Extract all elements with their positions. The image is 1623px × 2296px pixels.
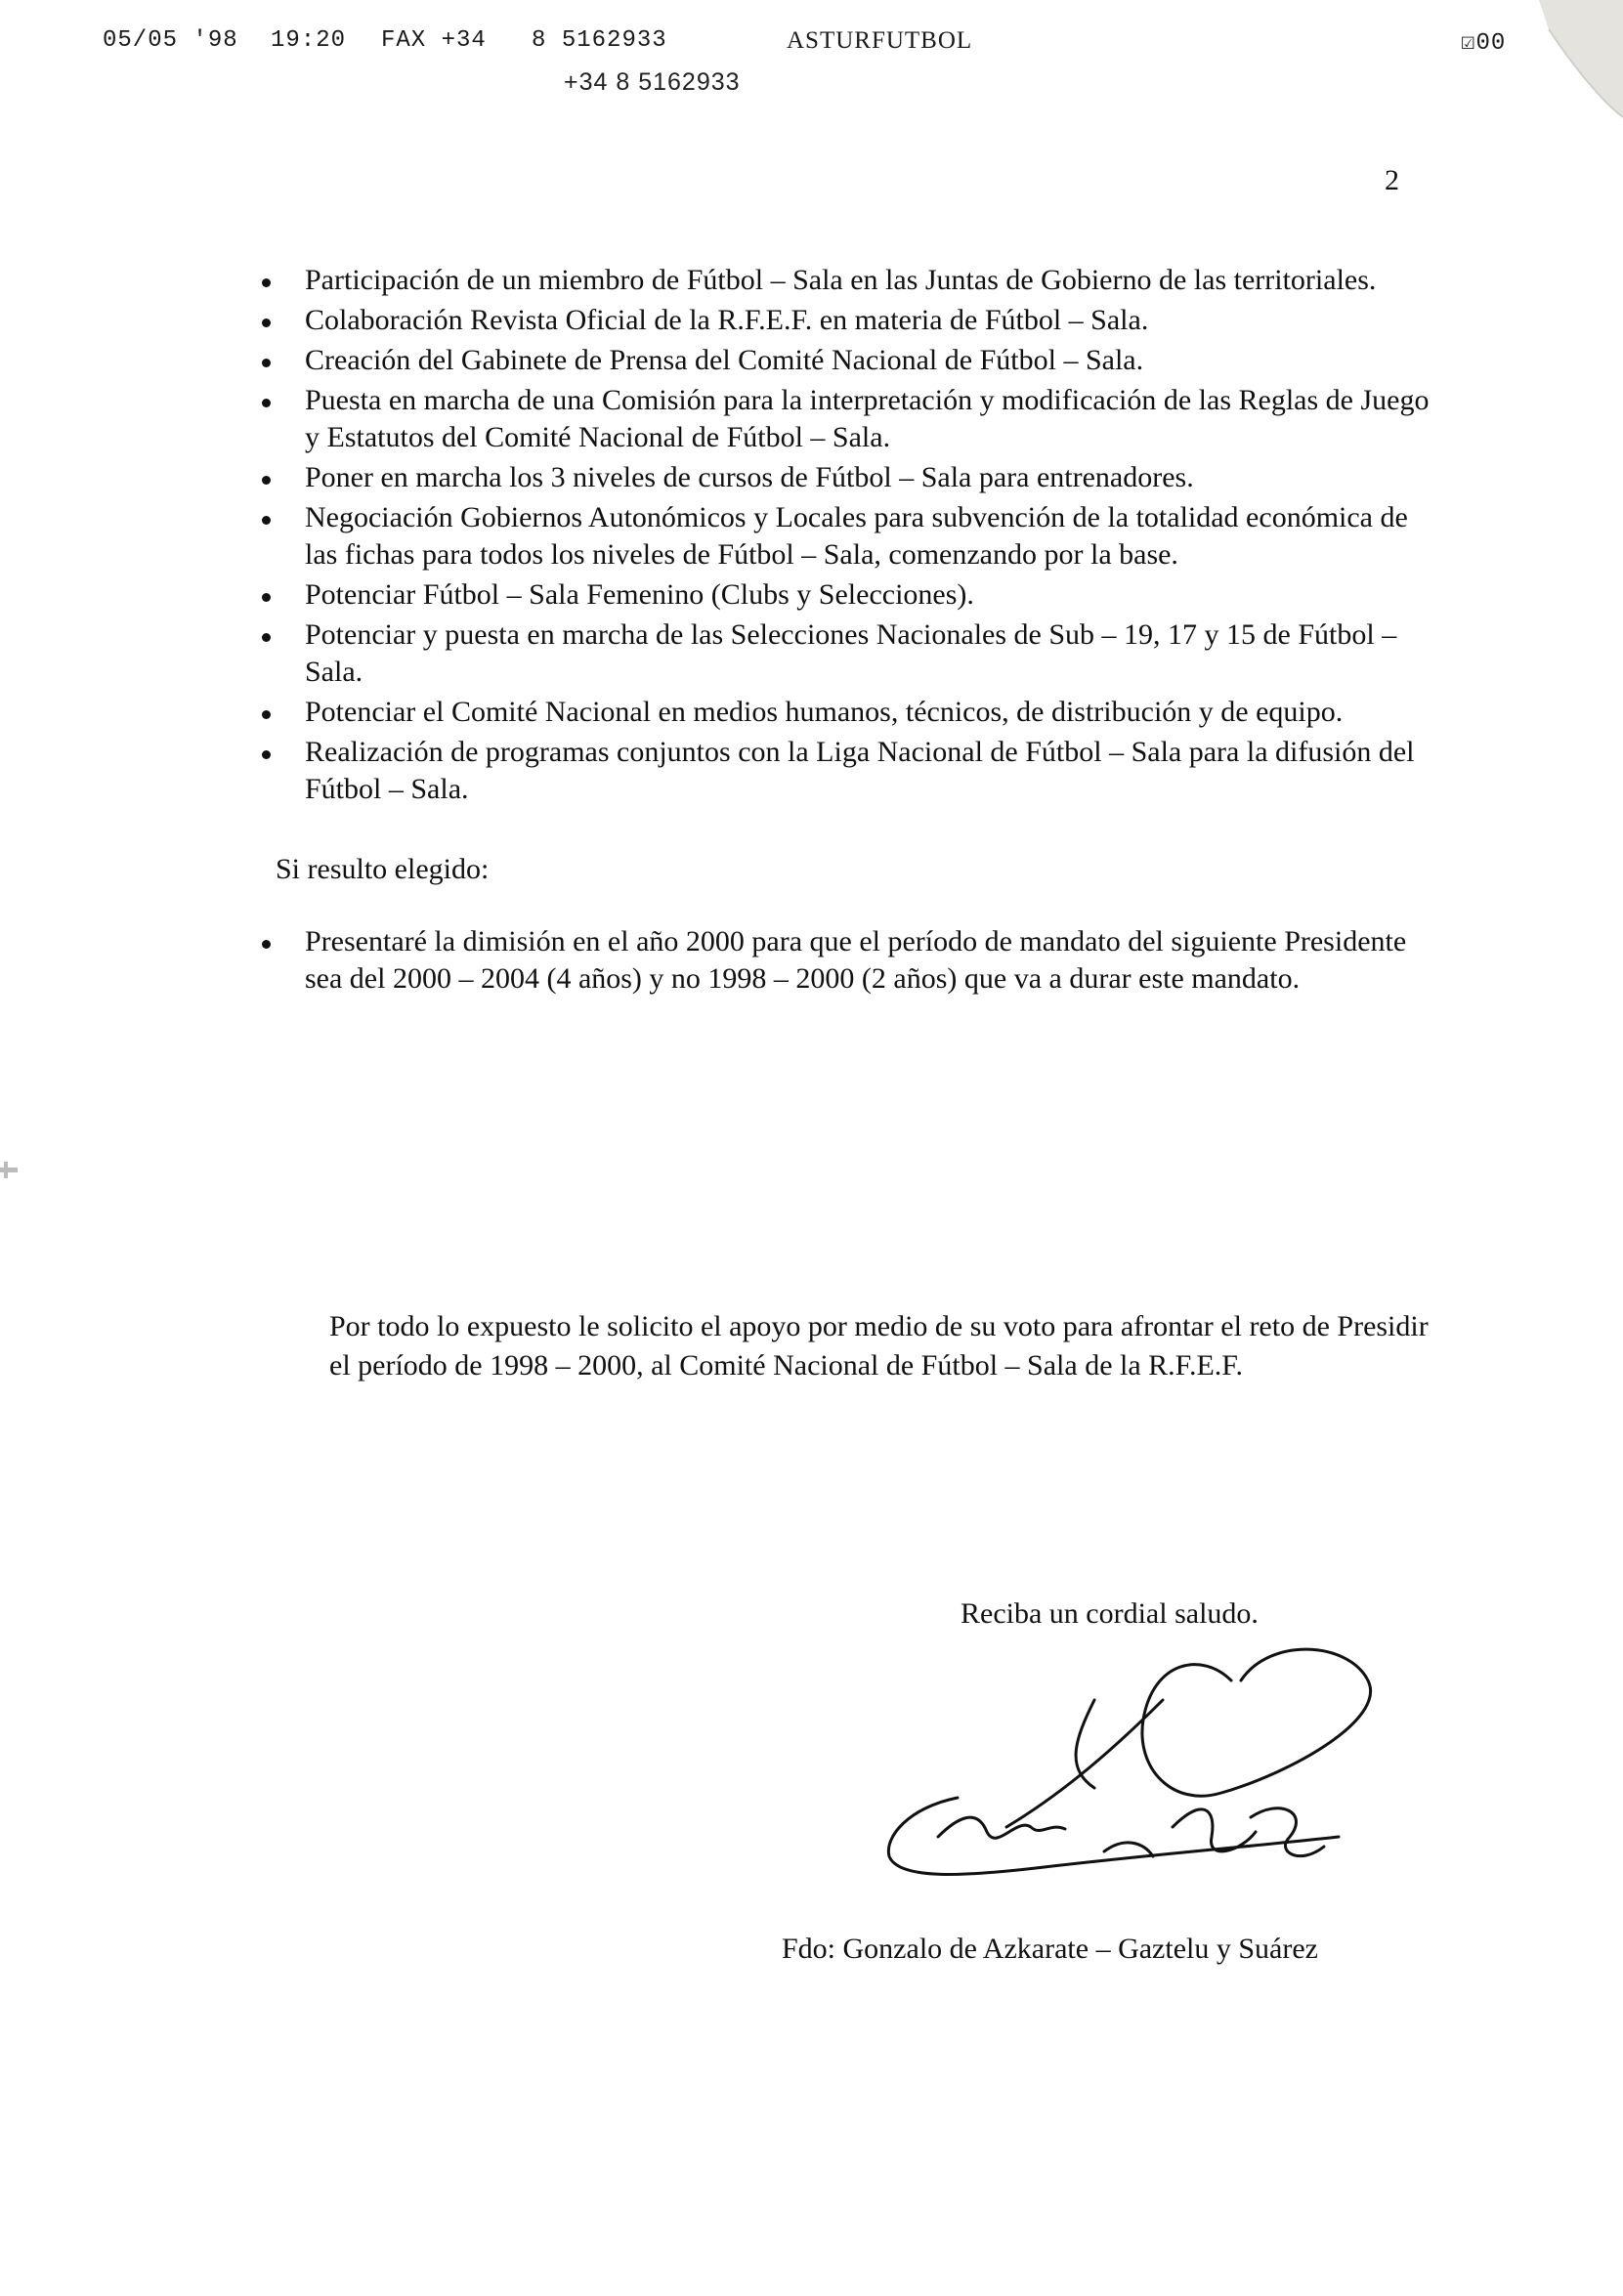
fax-time: 19:20: [271, 27, 347, 54]
fax-sender: ASTURFUTBOL: [787, 27, 973, 54]
list-item: Potenciar el Comité Nacional en medios humanos, técnicos, de distribución y de equipo.: [254, 694, 1436, 731]
scan-edge-mark: [0, 1159, 20, 1187]
signed-by: Fdo: Gonzalo de Azkarate – Gaztelu y Suárez: [782, 1933, 1318, 1965]
list-item: Creación del Gabinete de Prensa del Comité Nacional de Fútbol – Sala.: [254, 342, 1436, 379]
list-item: Poner en marcha los 3 niveles de cursos de Fútbol – Sala para entrenadores.: [254, 459, 1436, 496]
list-item: Puesta en marcha de una Comisión para la interpretación y modificación de las Reglas de Juego y Estatutos del Comité Nacional de Fútbol – Sala.: [254, 382, 1436, 456]
if-elected-heading: Si resulto elegido:: [276, 853, 490, 885]
fax-sub-number: +34 8 5162933: [564, 68, 741, 96]
document-body: [254, 262, 1436, 1000]
corner-fold: [1519, 0, 1623, 142]
proposal-list: [254, 262, 1436, 808]
fax-page-counter: ☑00: [1461, 30, 1507, 57]
signature: [879, 1641, 1388, 1900]
if-elected-list: [254, 923, 1436, 998]
page-number: 2: [1385, 164, 1399, 196]
fax-number: FAX +34 8 5162933: [381, 27, 667, 54]
list-item: Potenciar y puesta en marcha de las Selecciones Nacionales de Sub – 19, 17 y 15 de Fútbol – Sala.: [254, 617, 1436, 691]
fax-date: 05/05 '98: [103, 27, 238, 54]
list-item: Colaboración Revista Oficial de la R.F.E.F. en materia de Fútbol – Sala.: [254, 302, 1436, 339]
list-item: Presentaré la dimisión en el año 2000 para que el período de mandato del siguiente Presidente sea del 2000 – 2004 (4 años) y no 1998 – 2000 (2 años) que va a durar este mandato.: [254, 923, 1436, 998]
list-item: Participación de un miembro de Fútbol – Sala en las Juntas de Gobierno de las territoriales.: [254, 262, 1436, 299]
list-item: Negociación Gobiernos Autonómicos y Locales para subvención de la totalidad económica de las fichas para todos los niveles de Fútbol – Sala, comenzando por la base.: [254, 499, 1436, 574]
closing-paragraph: Por todo lo expuesto le solicito el apoyo por medio de su voto para afrontar el reto de Presidir el período de 1998 – 2000, al Comité Nacional de Fútbol – Sala de la R.F.E.F.: [329, 1310, 1429, 1382]
list-item: Realización de programas conjuntos con la Liga Nacional de Fútbol – Sala para la difusión del Fútbol – Sala.: [254, 734, 1436, 808]
greeting: Reciba un cordial saludo.: [961, 1597, 1259, 1630]
list-item: Potenciar Fútbol – Sala Femenino (Clubs y Selecciones).: [254, 576, 1436, 614]
fax-header: [103, 27, 1507, 186]
